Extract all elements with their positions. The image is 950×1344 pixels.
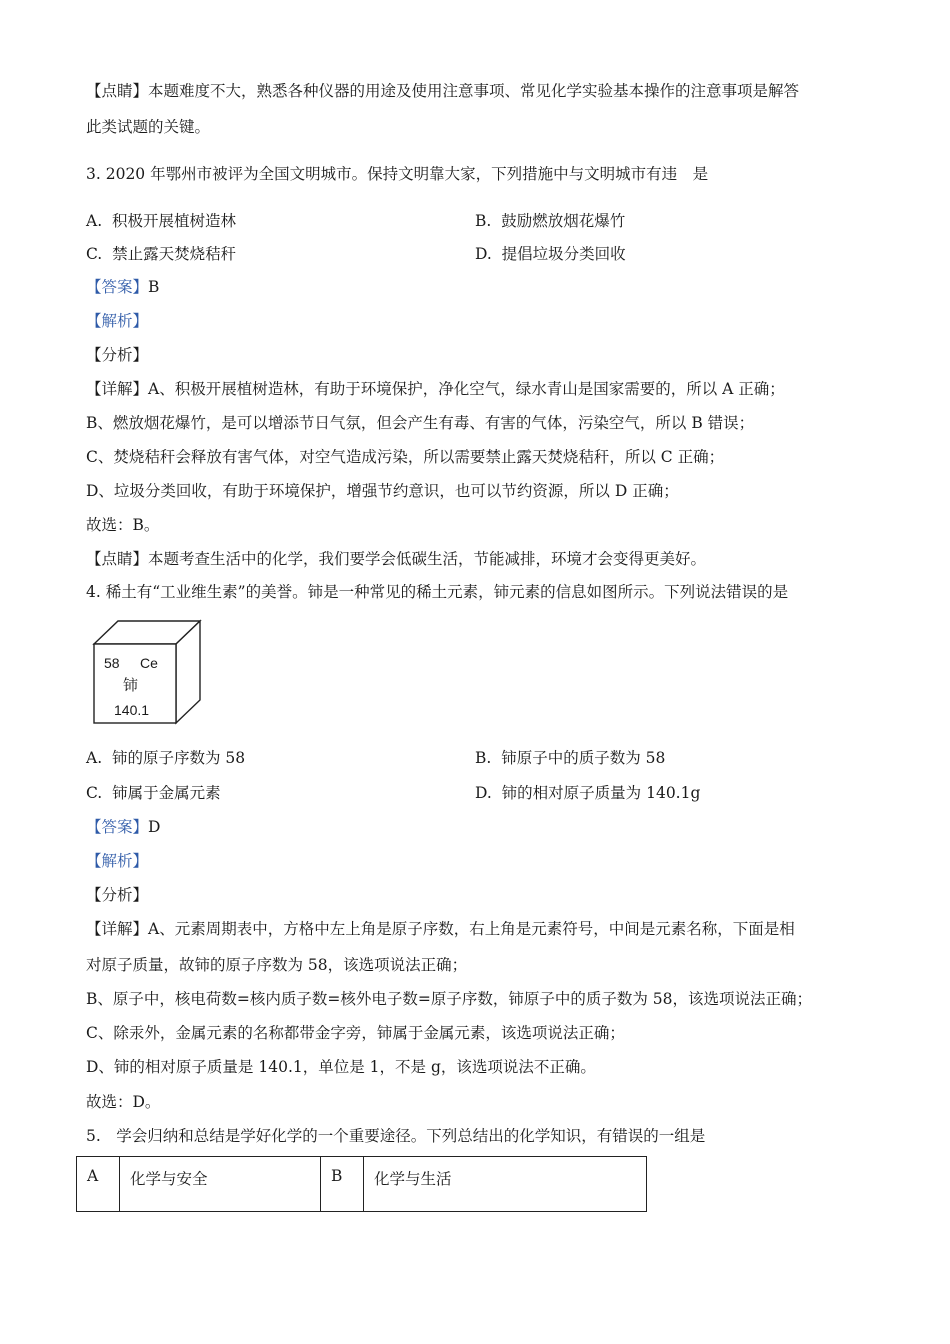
- q3-fenxi-tag: 【分析】: [86, 346, 149, 364]
- q3-detail-line: B、燃放烟花爆竹，是可以增添节日气氛，但会产生有毒、有害的气体，污染空气，所以 B 错误；: [86, 414, 755, 432]
- q4-detail-line: D、铈的相对原子质量是 140.1，单位是 1，不是 g，该选项说法不正确。: [86, 1058, 596, 1076]
- q4-answer: 【答案】D: [86, 818, 161, 836]
- question-5-stem: 5. 学会归纳和总结是学好化学的一个重要途径。下列总结出的化学知识，有错误的一组是: [86, 1127, 706, 1145]
- q3-option-a[interactable]: A. 积极开展植树造林: [86, 212, 236, 230]
- q4-analysis-tag: 【解析】: [86, 852, 149, 870]
- q4-option-b[interactable]: B. 铈原子中的质子数为 58: [475, 749, 666, 767]
- q5-table: [76, 1156, 647, 1212]
- q3-option-c[interactable]: C. 禁止露天焚烧秸秆: [86, 245, 237, 263]
- q4-detail-line: 对原子质量，故铈的原子序数为 58，该选项说法正确；: [86, 956, 468, 974]
- table-cell-key: A: [77, 1157, 120, 1212]
- q3-conclusion: 故选：B。: [86, 516, 160, 534]
- table-cell-title: 化学与生活: [364, 1157, 647, 1212]
- question-3-stem: 3. 2020 年鄂州市被评为全国文明城市。保持文明靠大家，下列措施中与文明城市有违 是: [86, 165, 709, 183]
- comment-line-2: 此类试题的关键。: [86, 118, 211, 136]
- q3-option-b[interactable]: B. 鼓励燃放烟花爆竹: [475, 212, 626, 230]
- q4-fenxi-tag: 【分析】: [86, 886, 149, 904]
- element-mass: 140.1: [114, 702, 150, 718]
- answer-tag: 【答案】: [86, 818, 149, 836]
- q4-option-d[interactable]: D. 铈的相对原子质量为 140.1g: [475, 784, 701, 802]
- q3-detail-line: D、垃圾分类回收，有助于环境保护，增强节约意识，也可以节约资源，所以 D 正确；: [86, 482, 679, 500]
- q4-detail-line: B、原子中，核电荷数=核内质子数=核外电子数=原子序数，铈原子中的质子数为 58，该选项说法正确；: [86, 990, 813, 1008]
- q3-detail-line: C、焚烧秸秆会释放有害气体，对空气造成污染，所以需要禁止露天焚烧秸秆，所以 C 正确；: [86, 448, 725, 466]
- q3-detail-line: 【详解】A、积极开展植树造林，有助于环境保护，净化空气，绿水青山是国家需要的，所以 A 正确；: [86, 380, 785, 398]
- element-symbol: Ce: [140, 655, 158, 671]
- table-cell-title: 化学与安全: [120, 1157, 321, 1212]
- element-cube-figure: [92, 618, 204, 726]
- q4-option-c[interactable]: C. 铈属于金属元素: [86, 784, 221, 802]
- element-name: 铈: [123, 676, 139, 694]
- comment-line-1: 【点睛】本题难度不大，熟悉各种仪器的用途及使用注意事项、常见化学实验基本操作的注意事项是解答: [86, 82, 800, 100]
- q3-answer: 【答案】B: [86, 278, 160, 296]
- q4-detail-line: 【详解】A、元素周期表中，方格中左上角是原子序数，右上角是元素符号，中间是元素名称，下面是相: [86, 920, 795, 938]
- element-number: 58: [104, 655, 120, 671]
- comment-tag: 【点睛】: [86, 82, 149, 100]
- q4-option-a[interactable]: A. 铈的原子序数为 58: [86, 749, 246, 767]
- q3-option-d[interactable]: D. 提倡垃圾分类回收: [475, 245, 626, 263]
- answer-tag: 【答案】: [86, 278, 149, 296]
- q3-analysis-tag: 【解析】: [86, 312, 149, 330]
- table-row: [77, 1157, 647, 1212]
- q4-detail-line: C、除汞外，金属元素的名称都带金字旁，铈属于金属元素，该选项说法正确；: [86, 1024, 625, 1042]
- question-4-stem: 4. 稀土有“工业维生素”的美誉。铈是一种常见的稀土元素，铈元素的信息如图所示。下列说法错误的是: [86, 583, 789, 601]
- table-cell-key: B: [321, 1157, 364, 1212]
- q3-comment: 【点睛】本题考查生活中的化学，我们要学会低碳生活，节能减排，环境才会变得更美好。: [86, 550, 707, 568]
- q4-conclusion: 故选：D。: [86, 1093, 161, 1111]
